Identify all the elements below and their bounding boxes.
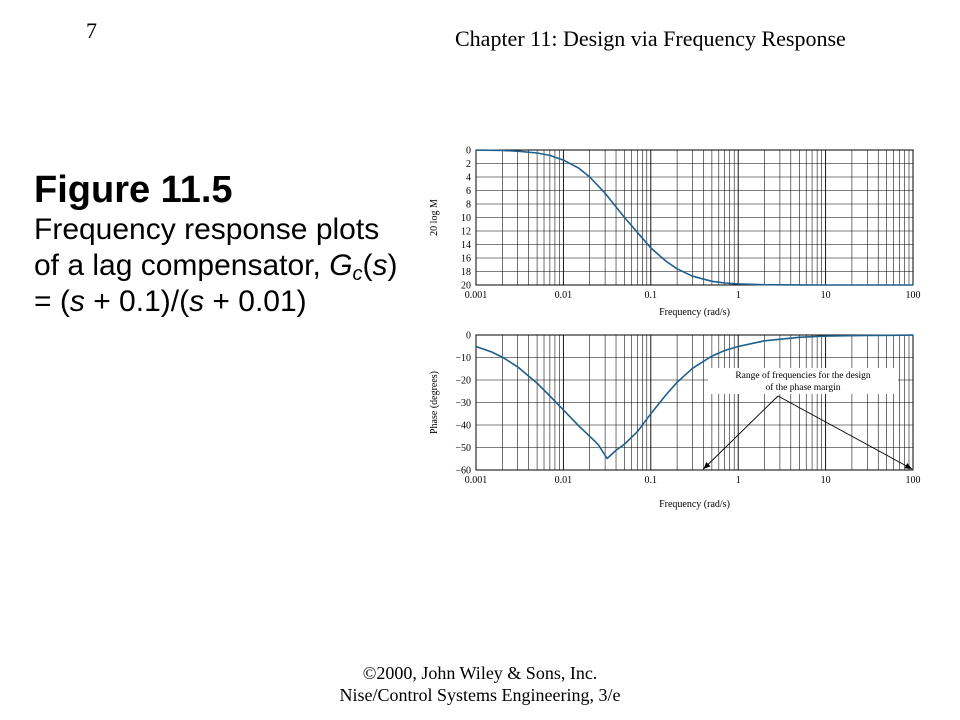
figure-title: Figure 11.5	[34, 169, 233, 211]
annotation-arrow	[703, 396, 778, 469]
x-axis-label: Frequency (rad/s)	[659, 307, 730, 318]
caption-pre: Frequency response plots of a lag compensator,	[34, 213, 380, 282]
caption-s3: s	[189, 285, 205, 318]
x-tick-label: 0.001	[464, 290, 488, 301]
caption-sub: c	[352, 263, 363, 285]
y-tick-label: −30	[455, 398, 471, 409]
y-tick-label: 18	[461, 267, 471, 278]
y-tick-label: 0	[466, 330, 471, 342]
y-tick-label: 0	[466, 145, 471, 157]
y-tick-label: −40	[455, 420, 471, 432]
x-tick-label: 0.01	[554, 290, 573, 301]
figure-caption: Frequency response plots of a lag compensator, $G_c(s) = (s + 0.1)/(s + 0.01)$	[34, 213, 398, 318]
bode-plots	[420, 135, 930, 520]
x-tick-label: 1	[735, 290, 741, 301]
y-tick-label: 4	[466, 172, 471, 184]
phase-plot	[429, 331, 921, 511]
y-tick-label: 20	[461, 280, 471, 292]
slide-number: 7	[86, 18, 97, 43]
y-tick-label: 2	[466, 159, 471, 170]
caption-eq: = (	[34, 285, 70, 318]
annotation-arrow	[778, 396, 912, 469]
y-tick-label: 6	[466, 186, 471, 197]
x-tick-label: 100	[905, 290, 921, 301]
x-tick-label: 10	[820, 475, 831, 486]
x-tick-label: 1	[735, 475, 741, 486]
caption-g: G	[329, 249, 353, 282]
footer	[0, 662, 960, 706]
y-tick-label: −50	[455, 443, 471, 454]
series-line	[476, 335, 913, 458]
chapter-title: Chapter 11: Design via Frequency Response	[455, 26, 846, 51]
y-tick-label: 8	[466, 199, 471, 211]
y-tick-label: −60	[455, 465, 471, 477]
x-tick-label: 100	[905, 475, 921, 486]
x-tick-label: 0.1	[644, 475, 658, 486]
caption-s2: s	[69, 285, 85, 318]
caption-mid: + 0.1)/(	[84, 285, 190, 318]
caption-end: + 0.01)	[204, 285, 307, 318]
x-tick-label: 10	[820, 290, 831, 301]
annotation-line-2: of the phase margin	[765, 383, 841, 393]
footer-copyright: ©2000, John Wiley & Sons, Inc.	[362, 663, 598, 683]
figure-text-block	[34, 168, 404, 320]
y-tick-label: −10	[455, 353, 471, 364]
y-axis-label: Phase (degrees)	[429, 370, 440, 435]
y-tick-label: 14	[461, 240, 471, 251]
x-axis-label: Frequency (rad/s)	[659, 499, 730, 510]
annotation-line-1: Range of frequencies for the design	[735, 371, 871, 381]
magnitude-plot	[429, 146, 921, 319]
y-tick-label: −20	[455, 375, 471, 387]
footer-book: Nise/Control Systems Engineering, 3/e	[339, 685, 621, 705]
y-axis-label: 20 log M	[429, 199, 440, 236]
x-tick-label: 0.01	[554, 475, 573, 486]
x-tick-label: 0.001	[464, 475, 488, 486]
y-tick-label: 16	[461, 253, 471, 265]
x-tick-label: 0.1	[644, 290, 658, 301]
y-tick-label: 10	[461, 213, 471, 224]
caption-s1: s	[372, 249, 388, 282]
y-tick-label: 12	[461, 226, 471, 238]
